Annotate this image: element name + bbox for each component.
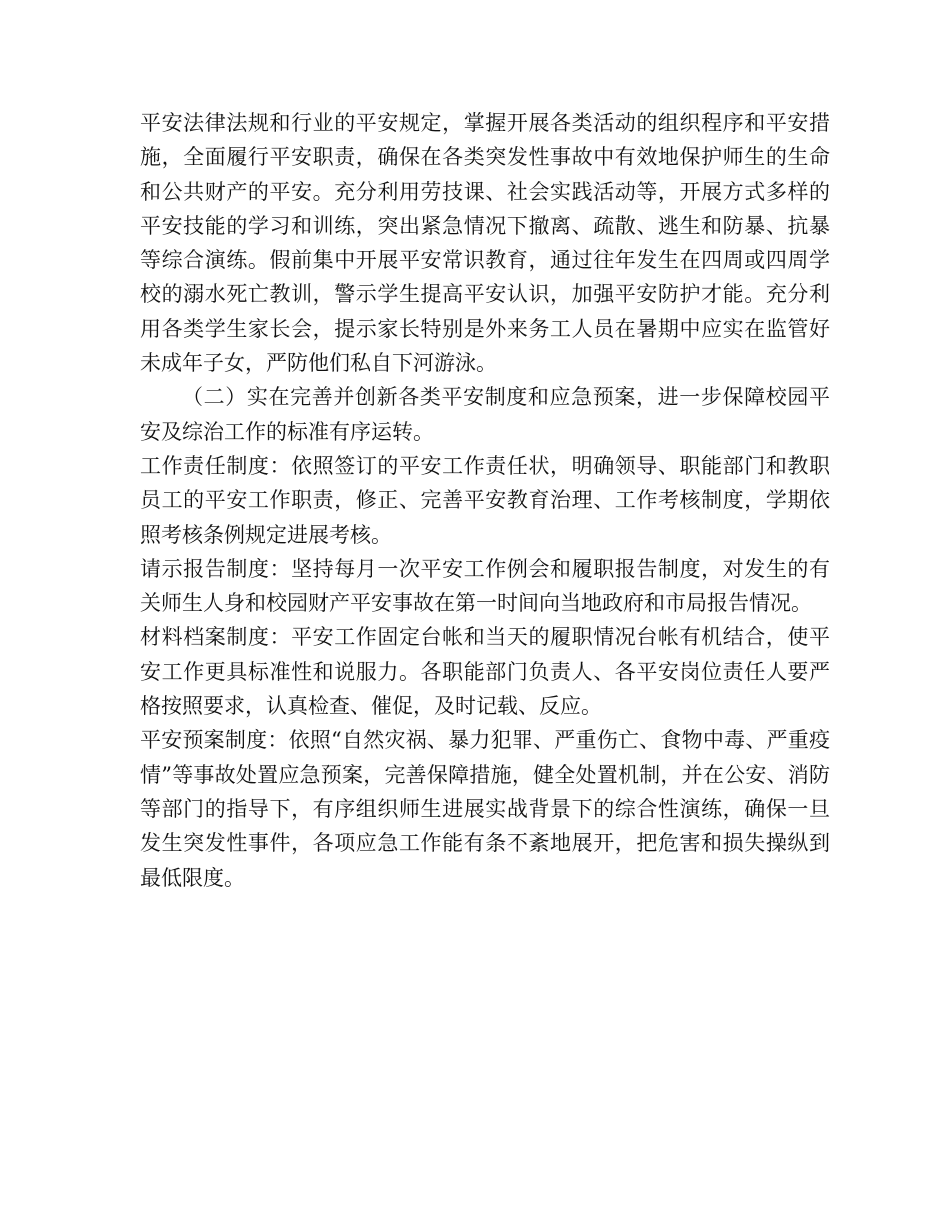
paragraph-safety-education: 平安法律法规和行业的平安规定，掌握开展各类活动的组织程序和平安措施，全面履行平安职责，确保在各类突发性事故中有效地保护师生的生命和公共财产的平安。充分利用劳技课、社会实践活动等，开展方式多样的平安技能的学习和训练，突出紧急情况下撤离、疏散、逃生和防暴、抗暴等综合演练。假前集中开展平安常识教育，通过往年发生在四周或四周学校的溺水死亡教训，警示学生提高平安认识，加强平安防护才能。充分利用各类学生家长会，提示家长特别是外来务工人员在暑期中应实在监管好未成年子女，严防他们私自下河游泳。 bbox=[140, 111, 830, 376]
section-heading-2: （二）实在完善并创新各类平安制度和应急预案，进一步保障校园平安及综治工作的标准有序运转。 bbox=[140, 385, 830, 444]
paragraph-archive-system: 材料档案制度：平安工作固定台帐和当天的履职情况台帐有机结合，使平安工作更具标准性和说服力。各职能部门负责人、各平安岗位责任人要严格按照要求，认真检查、催促，及时记载、反应。 bbox=[140, 625, 830, 719]
paragraph-report-system: 请示报告制度：坚持每月一次平安工作例会和履职报告制度，对发生的有关师生人身和校园财产平安事故在第一时间向当地政府和市局报告情况。 bbox=[140, 556, 830, 616]
document-body bbox=[140, 106, 830, 895]
paragraph-work-responsibility: 工作责任制度：依照签订的平安工作责任状，明确领导、职能部门和教职员工的平安工作职责，修正、完善平安教育治理、工作考核制度，学期依照考核条例规定进展考核。 bbox=[140, 453, 830, 547]
paragraph-emergency-plan: 平安预案制度：依照“自然灾祸、暴力犯罪、严重伤亡、食物中毒、严重疫情”等事故处置应急预案，完善保障措施，健全处置机制，并在公安、消防等部门的指导下，有序组织师生进展实战背景下的综合性演练，确保一旦发生突发性事件，各项应急工作能有条不紊地展开，把危害和损失操纵到最低限度。 bbox=[140, 728, 830, 890]
